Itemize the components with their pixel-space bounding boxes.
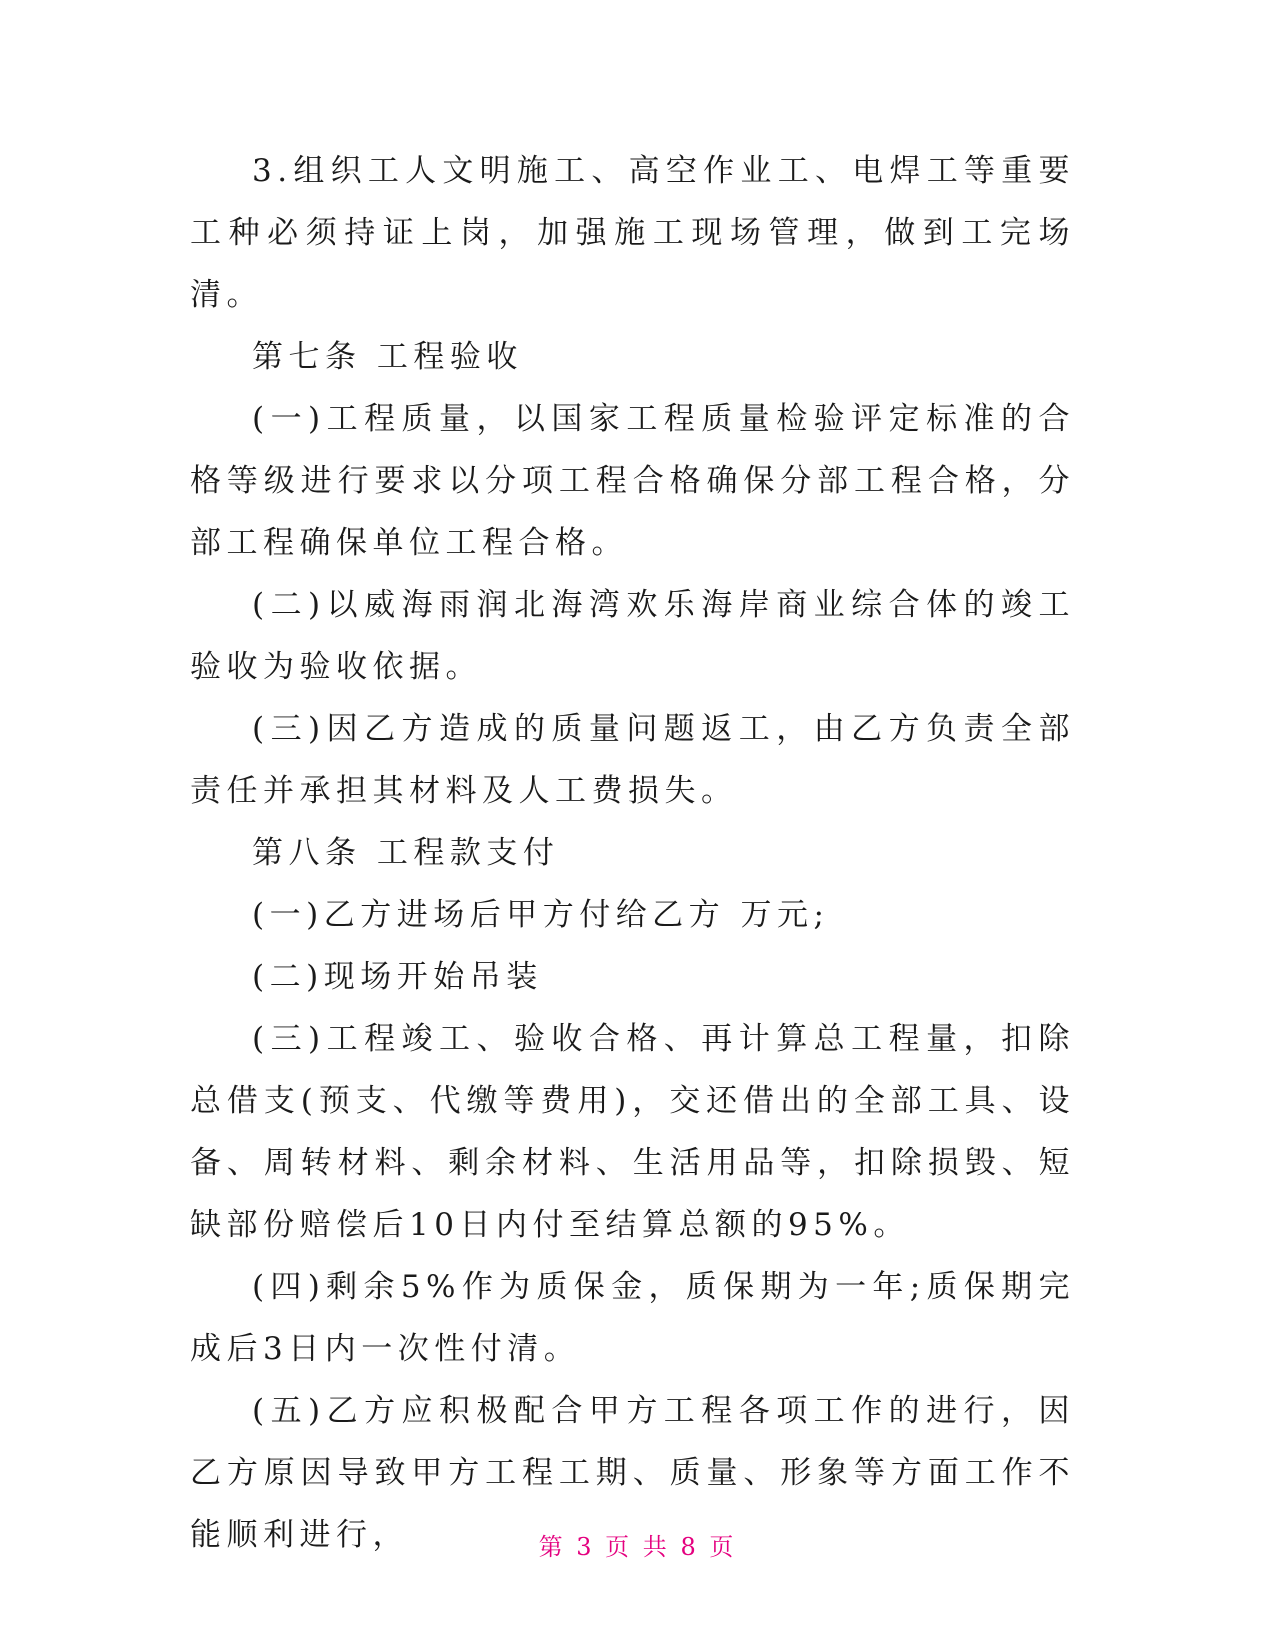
paragraph-final-settlement: (三)工程竣工、验收合格、再计算总工程量，扣除总借支(预支、代缴等费用)，交还借出的全部工具、设备、周转材料、剩余材料、生活用品等，扣除损毁、短缺部份赔偿后10日内付至结算总额的95%。 — [190, 1021, 1075, 1243]
paragraph-retention-money: (四)剩余5%作为质保金，质保期为一年;质保期完成后3日内一次性付清。 — [190, 1269, 1075, 1367]
document-body — [190, 140, 1075, 1566]
paragraph-quality-standard: (一)工程质量，以国家工程质量检验评定标准的合格等级进行要求以分项工程合格确保分部工程合格，分部工程确保单位工程合格。 — [190, 401, 1075, 561]
page-number-footer: 第 3 页 共 8 页 — [538, 1533, 737, 1561]
heading-article-8-payment: 第八条 工程款支付 — [252, 835, 560, 871]
paragraph-hoisting-start: (二)现场开始吊装 — [252, 959, 543, 995]
paragraph-safety-construction: 3.组织工人文明施工、高空作业工、电焊工等重要工种必须持证上岗，加强施工现场管理，做到工完场清。 — [190, 153, 1075, 313]
paragraph-rework-liability: (三)因乙方造成的质量问题返工，由乙方负责全部责任并承担其材料及人工费损失。 — [190, 711, 1075, 809]
heading-article-7-acceptance: 第七条 工程验收 — [252, 339, 523, 375]
paragraph-payment-on-entry: (一)乙方进场后甲方付给乙方 万元; — [252, 897, 830, 933]
paragraph-cooperation-duty: (五)乙方应积极配合甲方工程各项工作的进行，因乙方原因导致甲方工程工期、质量、形象等方面工作不能顺利进行， — [190, 1393, 1075, 1553]
paragraph-acceptance-basis: (二)以威海雨润北海湾欢乐海岸商业综合体的竣工验收为验收依据。 — [190, 587, 1075, 685]
